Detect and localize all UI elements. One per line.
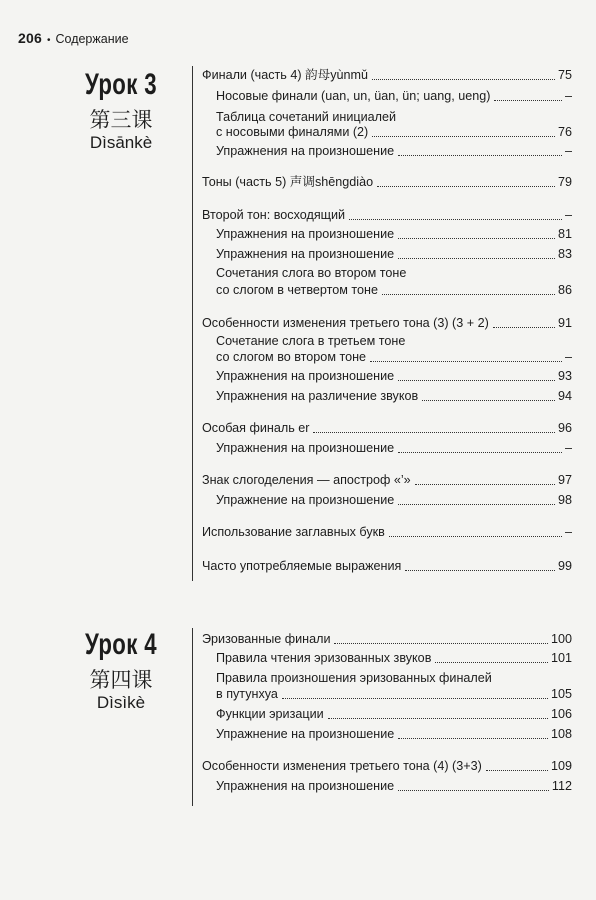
toc-leader bbox=[398, 451, 562, 453]
toc-entry-title: Знак слогоделения — апостроф «’» bbox=[202, 473, 411, 487]
lesson-title: Урок 3 bbox=[85, 68, 157, 101]
toc-entry-title: со слогом во втором тоне bbox=[216, 350, 367, 364]
toc-entry-title: Тоны (часть 5) 声调shēngdiào bbox=[202, 175, 374, 189]
toc-entry-title: Использование заглавных букв bbox=[202, 525, 385, 539]
toc-entry-page: 94 bbox=[557, 389, 572, 403]
toc-entry[interactable] bbox=[216, 779, 572, 794]
toc-entry-title-line: Сочетания слога во втором тоне bbox=[216, 266, 407, 280]
toc-leader bbox=[389, 535, 562, 537]
header-section: Содержание bbox=[55, 32, 129, 46]
toc-leader bbox=[382, 293, 555, 295]
toc-entry-title-line: Правила произношения эризованных финалей bbox=[216, 671, 492, 685]
toc-entry-title: Особенности изменения третьего тона (4) (3+3) bbox=[202, 759, 482, 773]
toc-entry-page: 99 bbox=[557, 559, 572, 573]
toc-leader bbox=[377, 185, 555, 187]
toc-leader bbox=[398, 737, 548, 739]
toc-entry-page: 100 bbox=[550, 632, 572, 646]
toc-entry[interactable] bbox=[216, 369, 572, 384]
toc-entry-title: Упражнения на произношение bbox=[216, 247, 395, 261]
toc-entry-page: 86 bbox=[557, 283, 572, 297]
toc-entry-title: Упражнения на произношение bbox=[216, 227, 395, 241]
toc-entry-title: Особая финаль er bbox=[202, 421, 310, 435]
toc-entry-page: – bbox=[564, 350, 572, 364]
header-bullet: • bbox=[46, 35, 51, 46]
page-header bbox=[18, 30, 129, 46]
toc-leader bbox=[422, 399, 555, 401]
toc-entry-title: Финали (часть 4) 韵母yùnmǔ bbox=[202, 68, 369, 82]
toc-leader bbox=[334, 642, 548, 644]
toc-entry-title: Упражнения на произношение bbox=[216, 369, 395, 383]
toc-entry[interactable] bbox=[216, 493, 572, 508]
toc-entry-page: 97 bbox=[557, 473, 572, 487]
toc-entry[interactable] bbox=[202, 316, 572, 331]
toc-entry[interactable] bbox=[216, 247, 572, 262]
toc-leader bbox=[328, 717, 548, 719]
toc-entry-title: Носовые финали (uan, un, üan, ün; uang, ueng) bbox=[216, 89, 491, 103]
toc-entry-title: Упражнения на различение звуков bbox=[216, 389, 419, 403]
toc-entry-page: – bbox=[564, 441, 572, 455]
toc-leader bbox=[349, 218, 562, 220]
lesson-pinyin: Dìsìkè bbox=[96, 693, 146, 712]
toc-entry[interactable] bbox=[216, 687, 572, 702]
toc-entry[interactable] bbox=[216, 727, 572, 742]
toc-entry-page: 79 bbox=[557, 175, 572, 189]
toc-leader bbox=[370, 360, 562, 362]
toc-entry[interactable] bbox=[202, 632, 572, 647]
toc-entry-page: 101 bbox=[550, 651, 572, 665]
toc-entry-title: Упражнения на произношение bbox=[216, 779, 395, 793]
toc-entry-page: 109 bbox=[550, 759, 572, 773]
toc-entry[interactable] bbox=[216, 350, 572, 365]
toc-entry-title: Упражнения на произношение bbox=[216, 441, 395, 455]
toc-entry[interactable] bbox=[216, 651, 572, 666]
toc-entry-page: 91 bbox=[557, 316, 572, 330]
toc-entry-title: Часто употребляемые выражения bbox=[202, 559, 402, 573]
toc-entry-title-line: Сочетание слога в третьем тоне bbox=[216, 334, 406, 348]
toc-entry-title: Эризованные финали bbox=[202, 632, 331, 646]
toc-entry-title: Упражнение на произношение bbox=[216, 493, 395, 507]
toc-entry-page: 93 bbox=[557, 369, 572, 383]
toc-entry[interactable] bbox=[216, 707, 572, 722]
toc-entry-title: Упражнения на произношение bbox=[216, 144, 395, 158]
lesson-hanzi: 第三课 bbox=[89, 108, 153, 132]
toc-entry-page: – bbox=[564, 208, 572, 222]
toc-leader bbox=[398, 503, 555, 505]
toc-leader bbox=[493, 326, 555, 328]
toc-entry-title: в путунхуа bbox=[216, 687, 278, 701]
toc-entry-title: со слогом в четвертом тоне bbox=[216, 283, 378, 297]
toc-leader bbox=[435, 661, 548, 663]
lesson-4-block bbox=[60, 628, 182, 713]
toc-entry-page: 98 bbox=[557, 493, 572, 507]
lesson-pinyin: Dìsānkè bbox=[89, 133, 153, 152]
toc-entry-page: – bbox=[564, 144, 572, 158]
toc-entry[interactable] bbox=[202, 759, 572, 774]
toc-leader bbox=[398, 257, 555, 259]
toc-entry-title: Особенности изменения третьего тона (3) (3 + 2) bbox=[202, 316, 489, 330]
toc-entry[interactable] bbox=[216, 283, 572, 298]
toc-leader bbox=[398, 379, 555, 381]
toc-entry-page: 112 bbox=[551, 779, 572, 793]
toc-entry-title: Второй тон: восходящий bbox=[202, 208, 346, 222]
toc-entry[interactable] bbox=[216, 144, 572, 159]
lesson-4-divider bbox=[192, 628, 193, 806]
toc-entry[interactable] bbox=[202, 175, 572, 190]
toc-leader bbox=[372, 78, 555, 80]
toc-leader bbox=[313, 431, 555, 433]
toc-entry[interactable] bbox=[216, 227, 572, 242]
toc-entry-page: – bbox=[564, 525, 572, 539]
toc-entry[interactable] bbox=[216, 441, 572, 456]
toc-leader bbox=[282, 697, 548, 699]
toc-entry-title: Правила чтения эризованных звуков bbox=[216, 651, 432, 665]
toc-entry-page: 75 bbox=[557, 68, 572, 82]
toc-entry-title: Функции эризации bbox=[216, 707, 324, 721]
toc-entry-title-line: Таблица сочетаний инициалей bbox=[216, 110, 397, 124]
toc-leader bbox=[398, 789, 549, 791]
toc-entry[interactable] bbox=[216, 389, 572, 404]
toc-leader bbox=[405, 569, 555, 571]
toc-leader bbox=[415, 483, 555, 485]
toc-entry[interactable] bbox=[202, 208, 572, 223]
toc-entry[interactable] bbox=[216, 125, 572, 140]
toc-entry[interactable] bbox=[202, 473, 572, 488]
lesson-hanzi: 第四课 bbox=[89, 668, 153, 692]
toc-entry[interactable] bbox=[202, 421, 572, 436]
toc-entry[interactable] bbox=[202, 559, 572, 574]
toc-leader bbox=[372, 135, 555, 137]
toc-entry-page: 83 bbox=[557, 247, 572, 261]
toc-leader bbox=[486, 769, 548, 771]
toc-entry-page: 105 bbox=[550, 687, 572, 701]
toc-leader bbox=[494, 99, 562, 101]
toc-entry-page: 76 bbox=[557, 125, 572, 139]
toc-entry-page: 81 bbox=[557, 227, 572, 241]
toc-entry[interactable] bbox=[202, 68, 572, 83]
toc-leader bbox=[398, 154, 562, 156]
page-number: 206 bbox=[18, 30, 42, 46]
toc-entry[interactable] bbox=[202, 525, 572, 540]
lesson-3-block bbox=[60, 68, 182, 153]
lesson-3-divider bbox=[192, 66, 193, 581]
toc-entry-page: 106 bbox=[550, 707, 572, 721]
lesson-title: Урок 4 bbox=[85, 628, 157, 661]
toc-entry-title: с носовыми финалями (2) bbox=[216, 125, 369, 139]
toc-leader bbox=[398, 237, 555, 239]
toc-entry[interactable] bbox=[216, 89, 572, 104]
toc-entry-title: Упражнение на произношение bbox=[216, 727, 395, 741]
toc-entry-page: 96 bbox=[557, 421, 572, 435]
toc-entry-page: – bbox=[564, 89, 572, 103]
toc-entry-page: 108 bbox=[550, 727, 572, 741]
